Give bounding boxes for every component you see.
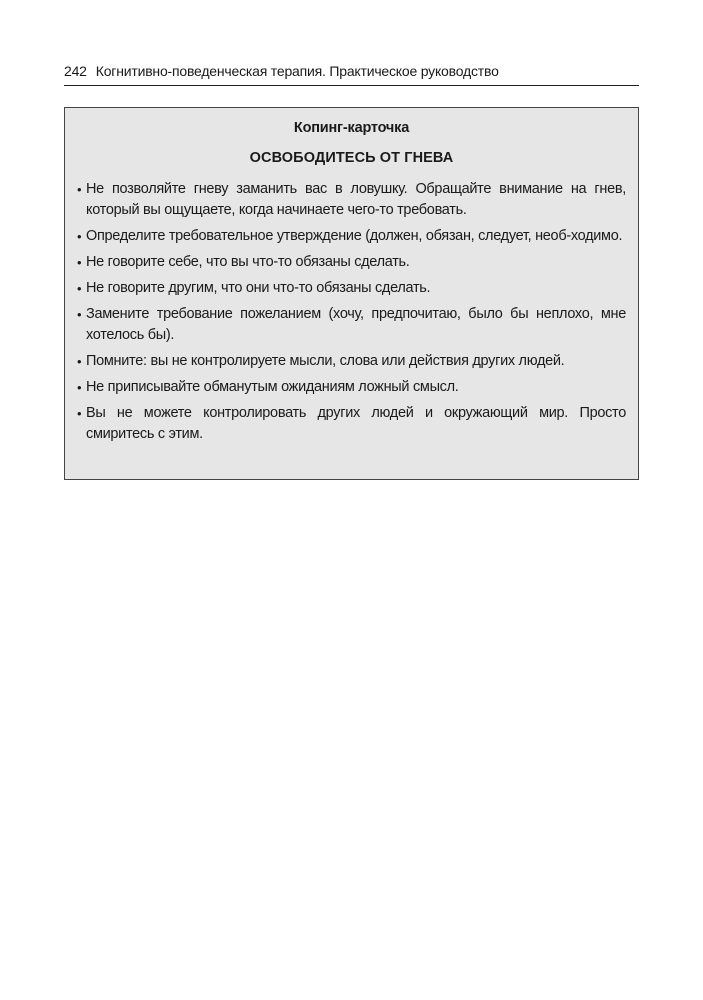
card-title: ОСВОБОДИТЕСЬ ОТ ГНЕВА bbox=[249, 150, 454, 166]
list-item-text: Не говорите другим, что они что-то обязаны сделать. bbox=[86, 280, 431, 296]
list-item-text: Замените требование пожеланием (хочу, предпочитаю, было бы неплохо, мне хотелось бы). bbox=[86, 306, 626, 343]
list-item bbox=[77, 226, 626, 247]
list-item-text: Помните: вы не контролируете мысли, слова или действия других людей. bbox=[86, 353, 565, 369]
bullet-icon: • bbox=[77, 281, 82, 296]
list-item bbox=[77, 403, 626, 445]
card-label: Копинг-карточка bbox=[293, 120, 410, 136]
list-item bbox=[77, 278, 626, 299]
bullet-icon: • bbox=[77, 255, 82, 270]
list-item bbox=[77, 179, 626, 221]
bullet-icon: • bbox=[77, 380, 82, 395]
list-item bbox=[77, 351, 626, 372]
list-item bbox=[77, 304, 626, 346]
bullet-icon: • bbox=[77, 354, 82, 369]
list-item bbox=[77, 377, 626, 398]
page-number: 242 bbox=[64, 63, 87, 79]
list-item-text: Вы не можете контролировать других людей и окружающий мир. Просто смиритесь с этим. bbox=[86, 405, 626, 442]
list-item-text: Не приписывайте обманутым ожиданиям ложный смысл. bbox=[86, 379, 459, 395]
bullet-icon: • bbox=[77, 229, 82, 244]
list-item-text: Не говорите себе, что вы что-то обязаны сделать. bbox=[86, 254, 410, 270]
bullet-icon: • bbox=[77, 307, 82, 322]
list-item-text: Не позволяйте гневу заманить вас в ловушку. Обращайте внимание на гнев, который вы ощущаете, когда начинаете чего-то требовать. bbox=[86, 181, 626, 218]
bullet-icon: • bbox=[77, 182, 82, 197]
running-title: Когнитивно-поведенческая терапия. Практическое руководство bbox=[95, 63, 499, 79]
bullet-icon: • bbox=[77, 406, 82, 421]
card-list bbox=[77, 179, 626, 445]
coping-card bbox=[64, 107, 639, 480]
list-item-text: Определите требовательное утверждение (должен, обязан, следует, необ-ходимо. bbox=[86, 228, 623, 244]
running-header bbox=[64, 62, 639, 86]
list-item bbox=[77, 252, 626, 273]
